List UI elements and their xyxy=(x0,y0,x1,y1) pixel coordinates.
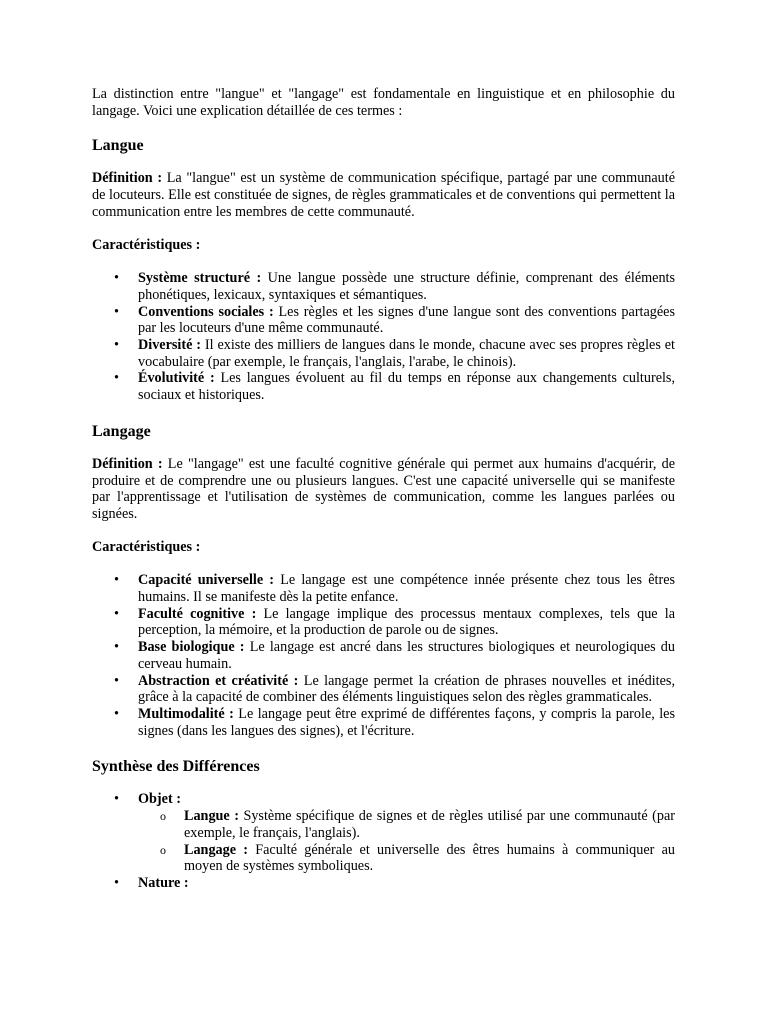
item-text: Les langues évoluent au fil du temps en réponse aux changements culturels, sociaux et historiques. xyxy=(138,370,675,404)
definition-text: La "langue" est un système de communication spécifique, partagé par une communauté de locuteurs. Elle est constituée de signes, de règles grammaticales et de conventions qui permettent la communication entre les membres de cette communauté. xyxy=(92,170,676,220)
langage-characteristics-label: Caractéristiques : xyxy=(92,538,201,555)
list-item xyxy=(92,370,675,403)
langue-characteristics-list xyxy=(92,270,675,404)
list-item xyxy=(92,304,675,337)
item-label: Faculté cognitive : xyxy=(138,605,257,622)
langue-definition xyxy=(92,170,675,220)
item-text: Système spécifique de signes et de règles utilisé par une communauté (par exemple, le français, l'anglais). xyxy=(184,808,675,841)
item-label: Base biologique : xyxy=(138,639,245,656)
list-item xyxy=(92,270,675,303)
objet-label: Objet : xyxy=(138,791,181,808)
item-text: Le langage implique des processus mentaux complexes, tels que la perception, la mémoire, et la production de parole ou de signes. xyxy=(138,605,675,639)
sublist-item xyxy=(138,842,675,875)
document-page xyxy=(92,86,675,892)
item-text: Faculté générale et universelle des êtres humains à communiquer au moyen de systèmes symboliques. xyxy=(184,841,675,875)
sublist-item xyxy=(138,808,675,841)
item-label: Langue : xyxy=(184,808,239,825)
langage-definition xyxy=(92,456,675,523)
list-item xyxy=(92,606,675,639)
definition-text: Le "langage" est une faculté cognitive générale qui permet aux humains d'acquérir, de produire et de comprendre une ou plusieurs langues. C'est une capacité universelle qui se manifeste par l'apprentissage et l'utilisation de systèmes de communication, comme les langues parlées ou signées. xyxy=(92,455,675,522)
item-label: Abstraction et créativité : xyxy=(138,672,299,689)
list-item xyxy=(92,875,675,892)
item-text: Une langue possède une structure définie, comprenant des éléments phonétiques, lexicaux, syntaxiques et sémantiques. xyxy=(138,270,676,303)
item-text: Le langage est une compétence innée présente chez tous les êtres humains. Il se manifeste dès la petite enfance. xyxy=(138,572,676,606)
item-text: Le langage permet la création de phrases nouvelles et inédites, grâce à la capacité de combiner des éléments linguistiques selon des règles grammaticales. xyxy=(138,672,675,706)
list-item xyxy=(92,337,675,370)
langue-characteristics-label: Caractéristiques : xyxy=(92,236,201,253)
nature-label: Nature : xyxy=(138,874,189,891)
list-item xyxy=(92,639,675,672)
list-item xyxy=(92,572,675,605)
item-label: Conventions sociales : xyxy=(138,303,274,320)
synthese-list xyxy=(92,791,675,891)
item-label: Évolutivité : xyxy=(138,370,215,387)
item-label: Diversité : xyxy=(138,337,201,354)
list-item xyxy=(92,791,675,875)
definition-label: Définition : xyxy=(92,170,163,187)
item-text: Il existe des milliers de langues dans le monde, chacune avec ses propres règles et vocabulaire (par exemple, le français, l'anglais, l'arabe, le chinois). xyxy=(138,337,675,370)
definition-label: Définition : xyxy=(92,455,163,472)
section-heading-langage: Langage xyxy=(92,422,151,440)
intro-paragraph: La distinction entre "langue" et "langage" est fondamentale en linguistique et en philosophie du langage. Voici une explication détaillée de ces termes : xyxy=(92,86,675,119)
list-item xyxy=(92,706,675,739)
item-label: Multimodalité : xyxy=(138,705,234,722)
item-text: Le langage est ancré dans les structures biologiques et neurologiques du cerveau humain. xyxy=(138,639,675,672)
item-text: Les règles et les signes d'une langue sont des conventions partagées par les locuteurs d'une même communauté. xyxy=(138,303,675,337)
objet-sublist xyxy=(138,808,675,875)
item-label: Capacité universelle : xyxy=(138,572,275,589)
item-label: Système structuré : xyxy=(138,270,262,287)
section-heading-langue: Langue xyxy=(92,137,144,155)
list-item xyxy=(92,673,675,706)
item-text: Le langage peut être exprimé de différentes façons, y compris la parole, les signes (dans les langues des signes), et l'écriture. xyxy=(138,705,675,739)
langage-characteristics-list xyxy=(92,572,675,739)
section-heading-synthese: Synthèse des Différences xyxy=(92,758,260,776)
item-label: Langage : xyxy=(184,841,248,858)
